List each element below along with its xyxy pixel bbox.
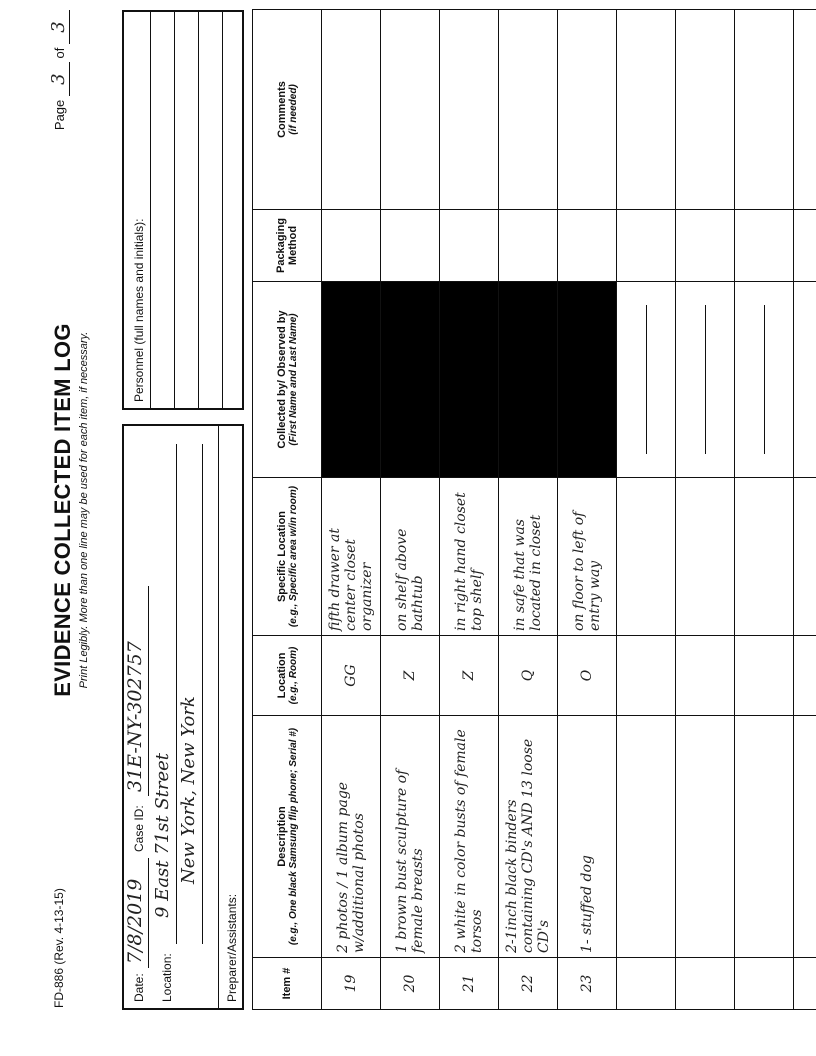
comments-cell [794, 10, 816, 210]
page-current: 3 [48, 62, 70, 96]
comments-cell [617, 10, 676, 210]
packaging-cell [499, 210, 558, 282]
table-row [676, 10, 735, 1010]
packaging-cell [794, 210, 816, 282]
item-specific-location [735, 478, 794, 636]
col-header-specific-location: Specific Location (e.g., Specific area w/in room) [253, 478, 322, 636]
item-room: O [558, 636, 617, 716]
page-total: 3 [48, 10, 70, 44]
form-title: EVIDENCE COLLECTED ITEM LOG [50, 323, 75, 697]
col-header-packaging: Packaging Method [253, 210, 322, 282]
table-row [794, 10, 816, 1010]
col-header-description: Description (e.g., One black Samsung flip phone; Serial #) [253, 716, 322, 958]
item-specific-location: in safe that was located in closet [499, 478, 558, 636]
item-room: Q [499, 636, 558, 716]
table-row [322, 10, 381, 1010]
item-room [676, 636, 735, 716]
item-specific-location: on floor to left of entry way [558, 478, 617, 636]
item-specific-location [794, 478, 816, 636]
item-room: GG [322, 636, 381, 716]
table-row [440, 10, 499, 1010]
collector-cell [794, 282, 816, 478]
collector-cell [617, 282, 676, 478]
table-row [381, 10, 440, 1010]
packaging-cell [322, 210, 381, 282]
item-description: 1- stuffed dog [558, 716, 617, 958]
comments-cell [499, 10, 558, 210]
item-room: Z [440, 636, 499, 716]
item-description: 2-1inch black binders containing CD's AND 13 loose CD's [499, 716, 558, 958]
form-subtitle: Print Legibly. More than one line may be used for each item, if necessary. [78, 331, 90, 689]
packaging-cell [440, 210, 499, 282]
collector-cell [676, 282, 735, 478]
date-value: 7/8/2019 [124, 878, 146, 964]
location-line-1: 9 East 71st Street [152, 752, 173, 918]
col-header-item: Item # [253, 958, 322, 1010]
item-number [676, 958, 735, 1010]
item-room [617, 636, 676, 716]
table-row [558, 10, 617, 1010]
comments-cell [381, 10, 440, 210]
item-number: 23 [558, 958, 617, 1010]
item-description: 2 photos / 1 album page w/additional photos [322, 716, 381, 958]
form-top [48, 10, 122, 1010]
item-number: 19 [322, 958, 381, 1010]
redacted-collector [499, 282, 558, 478]
form-number: FD-886 (Rev. 4-13-15) [52, 888, 66, 1008]
page-label: Page [52, 99, 67, 131]
redacted-collector [440, 282, 499, 478]
table-row [735, 10, 794, 1010]
personnel-label: Personnel (full names and initials): [132, 218, 146, 402]
comments-cell [440, 10, 499, 210]
item-description [617, 716, 676, 958]
table-row [499, 10, 558, 1010]
personnel-box [122, 10, 244, 410]
redacted-collector [381, 282, 440, 478]
item-specific-location [676, 478, 735, 636]
item-specific-location: fifth drawer at center closet organizer [322, 478, 381, 636]
item-room [735, 636, 794, 716]
item-specific-location: on shelf above bathtub [381, 478, 440, 636]
item-description [794, 716, 816, 958]
item-room [794, 636, 816, 716]
item-specific-location [617, 478, 676, 636]
item-number: 21 [440, 958, 499, 1010]
comments-cell [676, 10, 735, 210]
item-number [794, 958, 816, 1010]
item-number: 22 [499, 958, 558, 1010]
evidence-log-form [48, 10, 788, 1010]
case-id-value: 31E-NY-302757 [124, 641, 146, 792]
col-header-comments: Comments (if needed) [253, 10, 322, 210]
item-room: Z [381, 636, 440, 716]
item-description: 1 brown bust sculpture of female breasts [381, 716, 440, 958]
case-id-label: Case ID: [132, 805, 146, 852]
item-description [676, 716, 735, 958]
collector-cell [735, 282, 794, 478]
col-header-location: Location (e.g., Room) [253, 636, 322, 716]
table-row [617, 10, 676, 1010]
evidence-table [252, 9, 816, 1010]
comments-cell [735, 10, 794, 210]
page-of-label: of [52, 47, 67, 59]
comments-cell [322, 10, 381, 210]
packaging-cell [735, 210, 794, 282]
item-description: 2 white in color busts of female torsos [440, 716, 499, 958]
table-header-row [253, 10, 322, 1010]
item-number [617, 958, 676, 1010]
item-description [735, 716, 794, 958]
packaging-cell [558, 210, 617, 282]
location-label: Location: [160, 953, 174, 1002]
redacted-collector [558, 282, 617, 478]
packaging-cell [381, 210, 440, 282]
packaging-cell [617, 210, 676, 282]
item-number: 20 [381, 958, 440, 1010]
col-header-collected-by: Collected by/ Observed by (First Name and Last Name) [253, 282, 322, 478]
item-number [735, 958, 794, 1010]
redacted-collector [322, 282, 381, 478]
item-specific-location: in right hand closet top shelf [440, 478, 499, 636]
comments-cell [558, 10, 617, 210]
page-indicator [48, 10, 70, 130]
case-header-box [122, 424, 244, 1010]
preparer-label: Preparer/Assistants: [225, 893, 239, 1002]
location-line-2: New York, New York [178, 696, 199, 884]
packaging-cell [676, 210, 735, 282]
date-label: Date: [132, 973, 146, 1002]
